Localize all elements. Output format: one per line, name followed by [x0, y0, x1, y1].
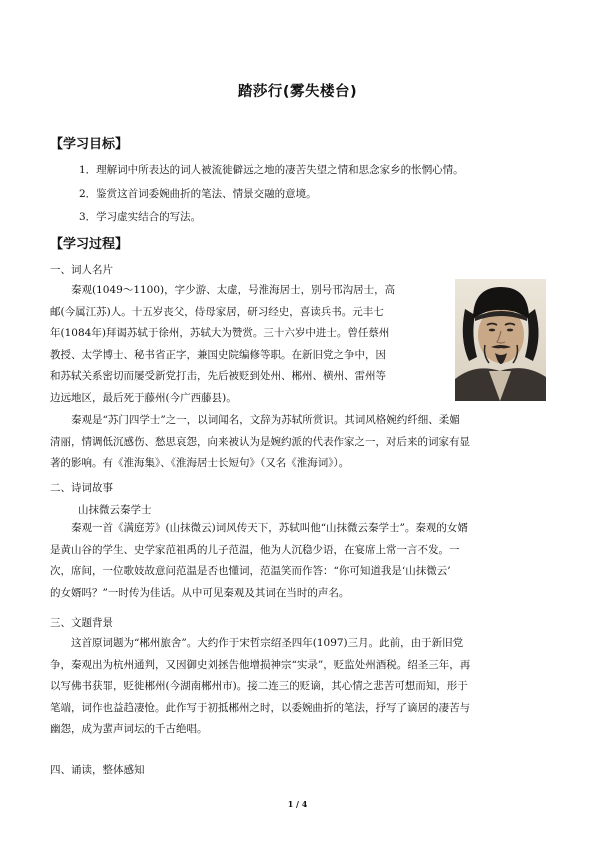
poet-bio-paragraph — [50, 280, 450, 410]
text-line: 著的影响。有《淮海集》、《淮海居士长短句》（又名《淮海词》）。 — [50, 457, 350, 470]
poet-section-heading: 一、词人名片 — [50, 264, 113, 276]
goal-item-2: 2．鉴赏这首词委婉曲折的笔法、情景交融的意境。 — [79, 188, 317, 200]
text-line: 清丽，情调低沉感伤、愁思哀怨，向来被认为是婉约派的代表作家之一，对后来的词家有显 — [50, 435, 470, 448]
text-line: 边远地区，最后死于藤州(今广西藤县)。 — [50, 391, 237, 404]
goal-item-1: 1．理解词中所表达的词人被流徙僻远之地的凄苦失望之情和思念家乡的怅惘心情。 — [79, 164, 464, 176]
text-line: 是黄山谷的学生、史学家范祖禹的儿子范温，他为人沉稳少语，在宴席上常一言不发。一 — [50, 543, 460, 556]
text-line: 幽怨，成为蜚声词坛的千古绝唱。 — [50, 723, 208, 736]
process-heading: 【学习过程】 — [50, 237, 129, 252]
document-title: 踏莎行(雾失楼台) — [237, 84, 358, 100]
text-line: 次，席间，一位歌妓故意问范温是否也懂词，范温笑而作答：“你可知道我是‘山抹微云’ — [50, 565, 451, 578]
goals-heading: 【学习目标】 — [50, 137, 129, 152]
text-line: 教授、太学博士、秘书省正字，兼国史院编修等职。在新旧党之争中，因 — [50, 348, 386, 361]
story-section-heading: 二、诗词故事 — [50, 482, 113, 494]
portrait-of-qin-guan-icon — [455, 279, 546, 401]
text-line: 笔端，词作也益趋凄怆。此作写于初抵郴州之时，以委婉曲折的笔法，抒写了谪居的凄苦与 — [50, 701, 470, 714]
background-section-heading: 三、文题背景 — [50, 617, 113, 629]
text-line: 年(1084年)拜谒苏轼于徐州，苏轼大为赞赏。三十六岁中进士。曾任蔡州 — [50, 327, 390, 340]
text-line: 邮(今属江苏)人。十五岁丧父，侍母家居，研习经史，喜读兵书。元丰七 — [50, 305, 384, 318]
poet-style-paragraph — [50, 410, 548, 475]
poet-portrait-image — [455, 279, 546, 401]
goal-item-3: 3．学习虚实结合的写法。 — [79, 211, 202, 223]
background-paragraph — [50, 633, 548, 741]
text-line: 这首原词题为“郴州旅舍”。大约作于宋哲宗绍圣四年(1097)三月。此前，由于新旧党 — [71, 637, 464, 649]
text-line: 的女婿吗？”一时传为佳话。从中可见秦观及其词在当时的声名。 — [50, 586, 350, 599]
text-line: 争，秦观出为杭州通判，又因御史刘拯告他增损神宗“实录”，贬监处州酒税。绍圣三年，再 — [50, 658, 471, 671]
story-subtitle: 山抹微云秦学士 — [78, 504, 152, 516]
text-line: 秦观(1049～1100)，字少游、太虚，号淮海居士，别号邗沟居士，高 — [71, 284, 396, 296]
page-number: 1 / 4 — [287, 799, 308, 809]
story-paragraph — [50, 518, 548, 604]
text-line: 秦观一首《满庭芳》(山抹微云)词风传天下，苏轼叫他“山抹微云秦学士”。秦观的女婿 — [71, 522, 468, 534]
text-line: 和苏轼关系密切而屡受新党打击，先后被贬到处州、郴州、横州、雷州等 — [50, 370, 386, 383]
reading-section-heading: 四、诵读，整体感知 — [50, 764, 145, 776]
text-line: 以写佛书获罪，贬徙郴州(今湖南郴州市)。接二连三的贬谪，其心情之悲苦可想而知，形于 — [50, 680, 468, 693]
text-line: 秦观是“苏门四学士”之一，以词闻名，文辞为苏轼所赏识。其词风格婉约纤细、柔媚 — [71, 414, 460, 426]
